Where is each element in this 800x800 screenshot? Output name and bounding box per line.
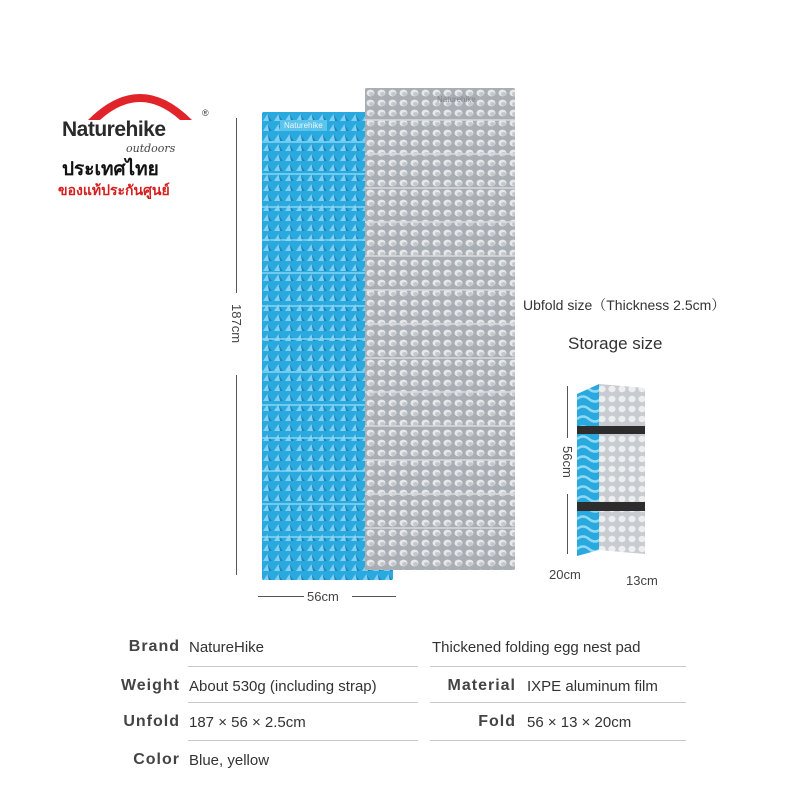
fold-spec-value: 56 × 13 × 20cm [527,714,632,731]
gray-sleeping-pad [365,88,515,570]
weight-spec-value: About 530g (including strap) [189,678,377,695]
color-spec-value: Blue, yellow [189,752,270,769]
unfold-spec-value: 187 × 56 × 2.5cm [189,714,306,731]
spec-divider [188,740,418,741]
folded-width-label: 20cm [549,567,581,582]
gray-pad-brand-label: Naturehike [437,95,476,104]
folded-pad-image [577,384,645,556]
logo-guarantee-text: ของแท้ประกันศูนย์ [58,182,170,198]
folded-depth-label: 13cm [626,573,658,588]
material-spec-label: Material [447,677,516,694]
aluminum-egg-pattern [365,88,515,570]
spec-divider [430,740,686,741]
width-dimension-label: 56cm [307,589,339,604]
spec-divider [188,666,418,667]
storage-size-title: Storage size [568,334,663,353]
folded-height-line-top [567,386,568,438]
folded-height-line-bottom [567,494,568,554]
width-dimension-line-right [352,596,396,597]
color-spec-label: Color [133,751,180,768]
unfold-size-note: Ubfold size（Thickness 2.5cm） [523,297,726,313]
length-dimension-line-top [236,118,237,293]
length-dimension-label: 187cm [229,304,244,344]
logo-arc-icon [80,82,200,122]
spec-divider [430,666,686,667]
brand-spec-value: NatureHike [189,639,265,656]
folded-height-label: 56cm [560,446,575,478]
weight-spec-label: Weight [120,677,180,694]
brand-logo [52,82,212,212]
width-dimension-line-left [258,596,304,597]
spec-divider [430,702,686,703]
brand-spec-label: Brand [128,638,180,655]
blue-pad-brand-label: Naturehike [280,120,327,131]
spec-divider [188,702,418,703]
material-spec-value: IXPE aluminum film [527,678,658,695]
logo-brand-name: Naturehike [62,118,166,141]
product-name: Thickened folding egg nest pad [432,639,641,656]
length-dimension-line-bottom [236,375,237,575]
unfold-spec-label: Unfold [123,713,180,730]
fold-spec-label: Fold [478,713,516,730]
logo-tagline: outdoors [126,142,176,155]
logo-country: ประเทศไทย [62,159,159,180]
logo-registered-mark: ® [202,108,209,118]
